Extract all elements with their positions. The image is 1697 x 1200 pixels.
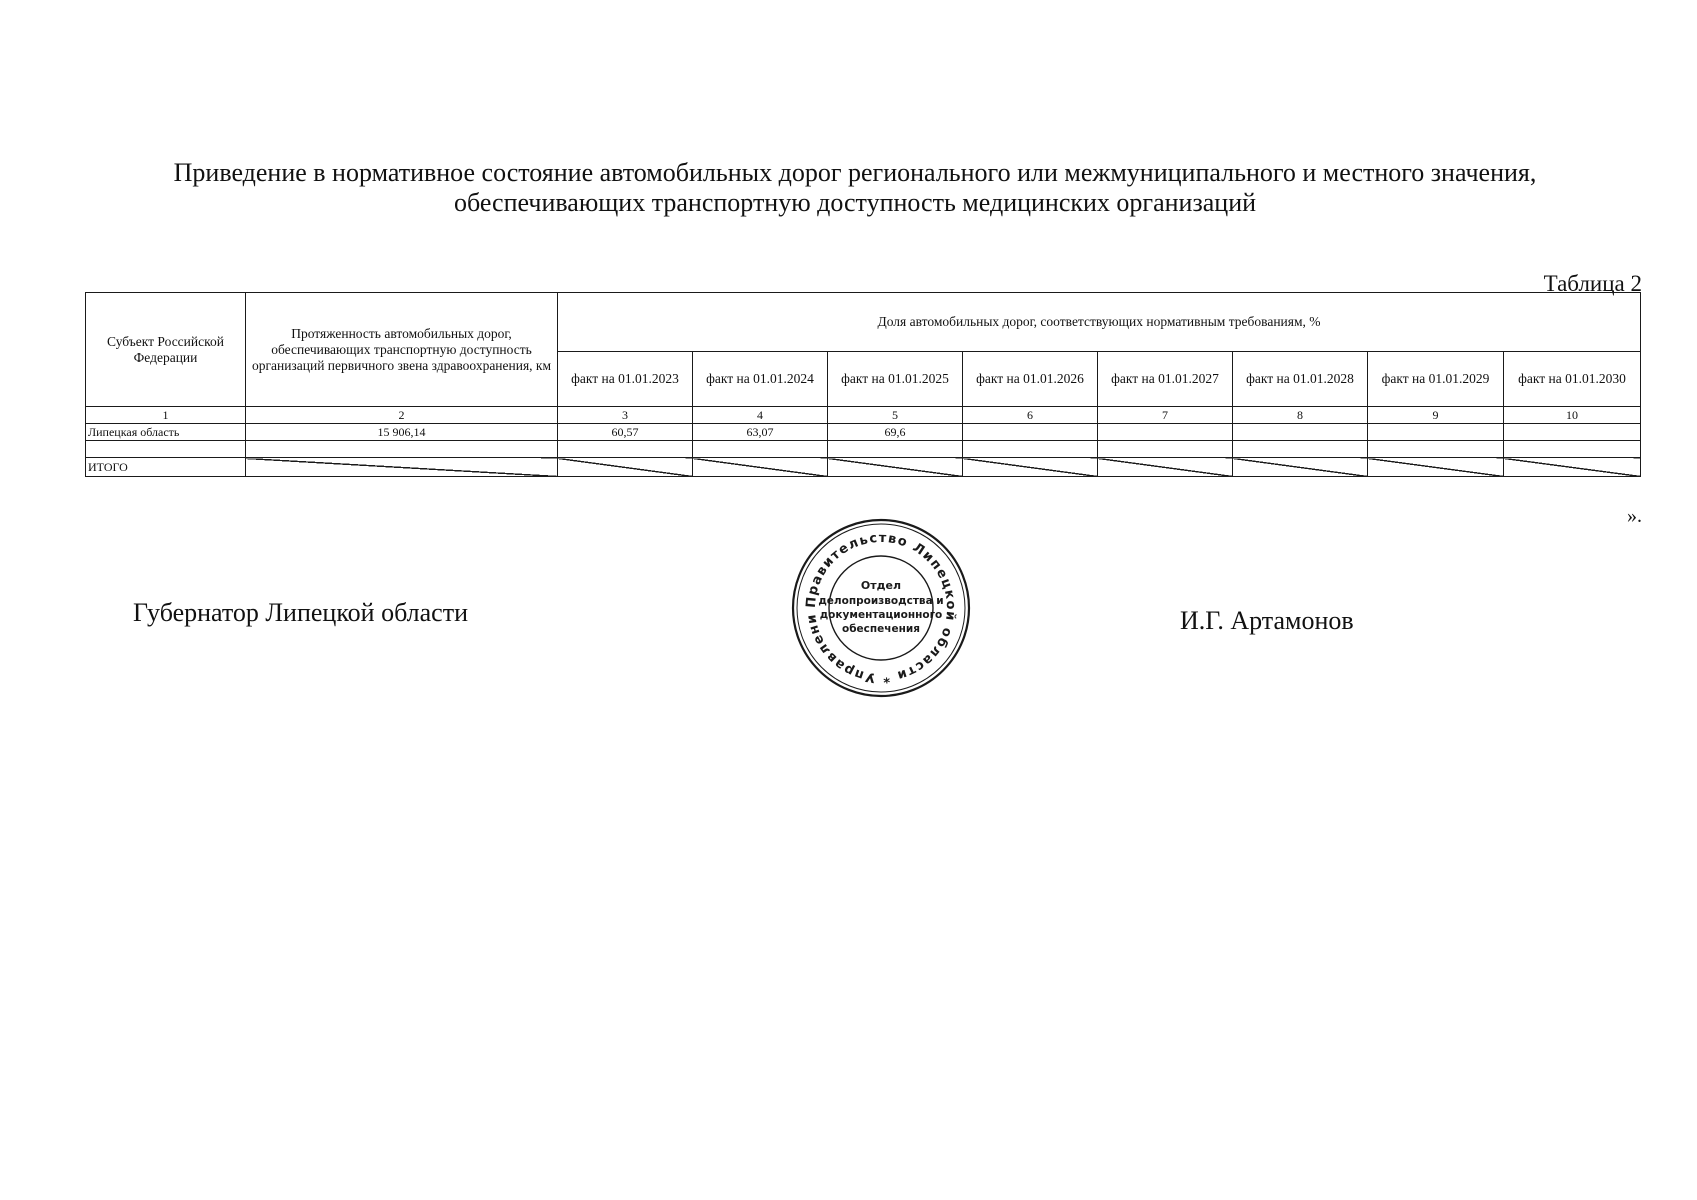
roads-table <box>85 292 1641 477</box>
total-cell-crossed <box>1098 458 1233 477</box>
total-cell-crossed <box>558 458 693 477</box>
column-number: 1 <box>86 407 246 424</box>
official-seal-stamp <box>790 517 972 699</box>
document-title: Приведение в нормативное состояние автомобильных дорог регионального или межмуниципального и местного значения, обеспечивающих транспортную доступность медицинских организаций <box>173 158 1537 217</box>
total-cell-crossed <box>1368 458 1504 477</box>
empty-cell <box>693 441 828 458</box>
empty-cell <box>558 441 693 458</box>
closing-quote-mark: ». <box>1627 505 1642 527</box>
seal-outer-text: Правительство Липецкой области * Управлени <box>803 530 959 686</box>
column-number: 9 <box>1368 407 1504 424</box>
total-cell-crossed <box>246 458 558 477</box>
row-value-2028 <box>1233 424 1368 441</box>
seal-center-line: обеспечения <box>842 623 920 635</box>
header-share: Доля автомобильных дорог, соответствующих нормативным требованиям, % <box>558 293 1641 352</box>
header-year-2027: факт на 01.01.2027 <box>1098 352 1233 407</box>
total-cell-crossed <box>1504 458 1641 477</box>
table-row <box>86 424 1641 441</box>
seal-center-line: документационного <box>819 609 943 621</box>
row-value-2027 <box>1098 424 1233 441</box>
header-year-2028: факт на 01.01.2028 <box>1233 352 1368 407</box>
signatory-name: И.Г. Артамонов <box>1180 606 1354 635</box>
empty-cell <box>828 441 963 458</box>
row-value-2025: 69,6 <box>828 424 963 441</box>
table-label: Таблица 2 <box>1543 271 1642 296</box>
empty-cell <box>1233 441 1368 458</box>
column-number: 4 <box>693 407 828 424</box>
row-value-2029 <box>1368 424 1504 441</box>
column-number: 7 <box>1098 407 1233 424</box>
seal-center-line: Отдел <box>860 579 902 592</box>
total-cell-crossed <box>828 458 963 477</box>
total-cell-crossed <box>693 458 828 477</box>
column-number: 10 <box>1504 407 1641 424</box>
header-length: Протяженность автомобильных дорог, обеспечивающих транспортную доступность организаций первичного звена здравоохранения, км <box>246 293 558 407</box>
row-value-2023: 60,57 <box>558 424 693 441</box>
row-value-2024: 63,07 <box>693 424 828 441</box>
header-year-2025: факт на 01.01.2025 <box>828 352 963 407</box>
header-year-2024: факт на 01.01.2024 <box>693 352 828 407</box>
header-year-2023: факт на 01.01.2023 <box>558 352 693 407</box>
empty-cell <box>246 441 558 458</box>
empty-cell <box>1504 441 1641 458</box>
seal-center-line: делопроизводства и <box>818 595 944 607</box>
total-cell-crossed <box>963 458 1098 477</box>
empty-row <box>86 441 1641 458</box>
total-cell-crossed <box>1233 458 1368 477</box>
row-length: 15 906,14 <box>246 424 558 441</box>
header-year-2026: факт на 01.01.2026 <box>963 352 1098 407</box>
header-year-2030: факт на 01.01.2030 <box>1504 352 1641 407</box>
empty-cell <box>963 441 1098 458</box>
column-number-row <box>86 407 1641 424</box>
empty-cell <box>1368 441 1504 458</box>
total-row <box>86 458 1641 477</box>
header-year-2029: факт на 01.01.2029 <box>1368 352 1504 407</box>
empty-cell <box>1098 441 1233 458</box>
empty-cell <box>86 441 246 458</box>
column-number: 6 <box>963 407 1098 424</box>
signatory-position: Губернатор Липецкой области <box>133 598 468 627</box>
row-value-2026 <box>963 424 1098 441</box>
column-number: 3 <box>558 407 693 424</box>
column-number: 2 <box>246 407 558 424</box>
column-number: 8 <box>1233 407 1368 424</box>
header-subject: Субъект Российской Федерации <box>86 293 246 407</box>
row-subject: Липецкая область <box>86 424 246 441</box>
seal-graphic <box>790 517 972 699</box>
column-number: 5 <box>828 407 963 424</box>
total-label: ИТОГО <box>86 458 246 477</box>
row-value-2030 <box>1504 424 1641 441</box>
